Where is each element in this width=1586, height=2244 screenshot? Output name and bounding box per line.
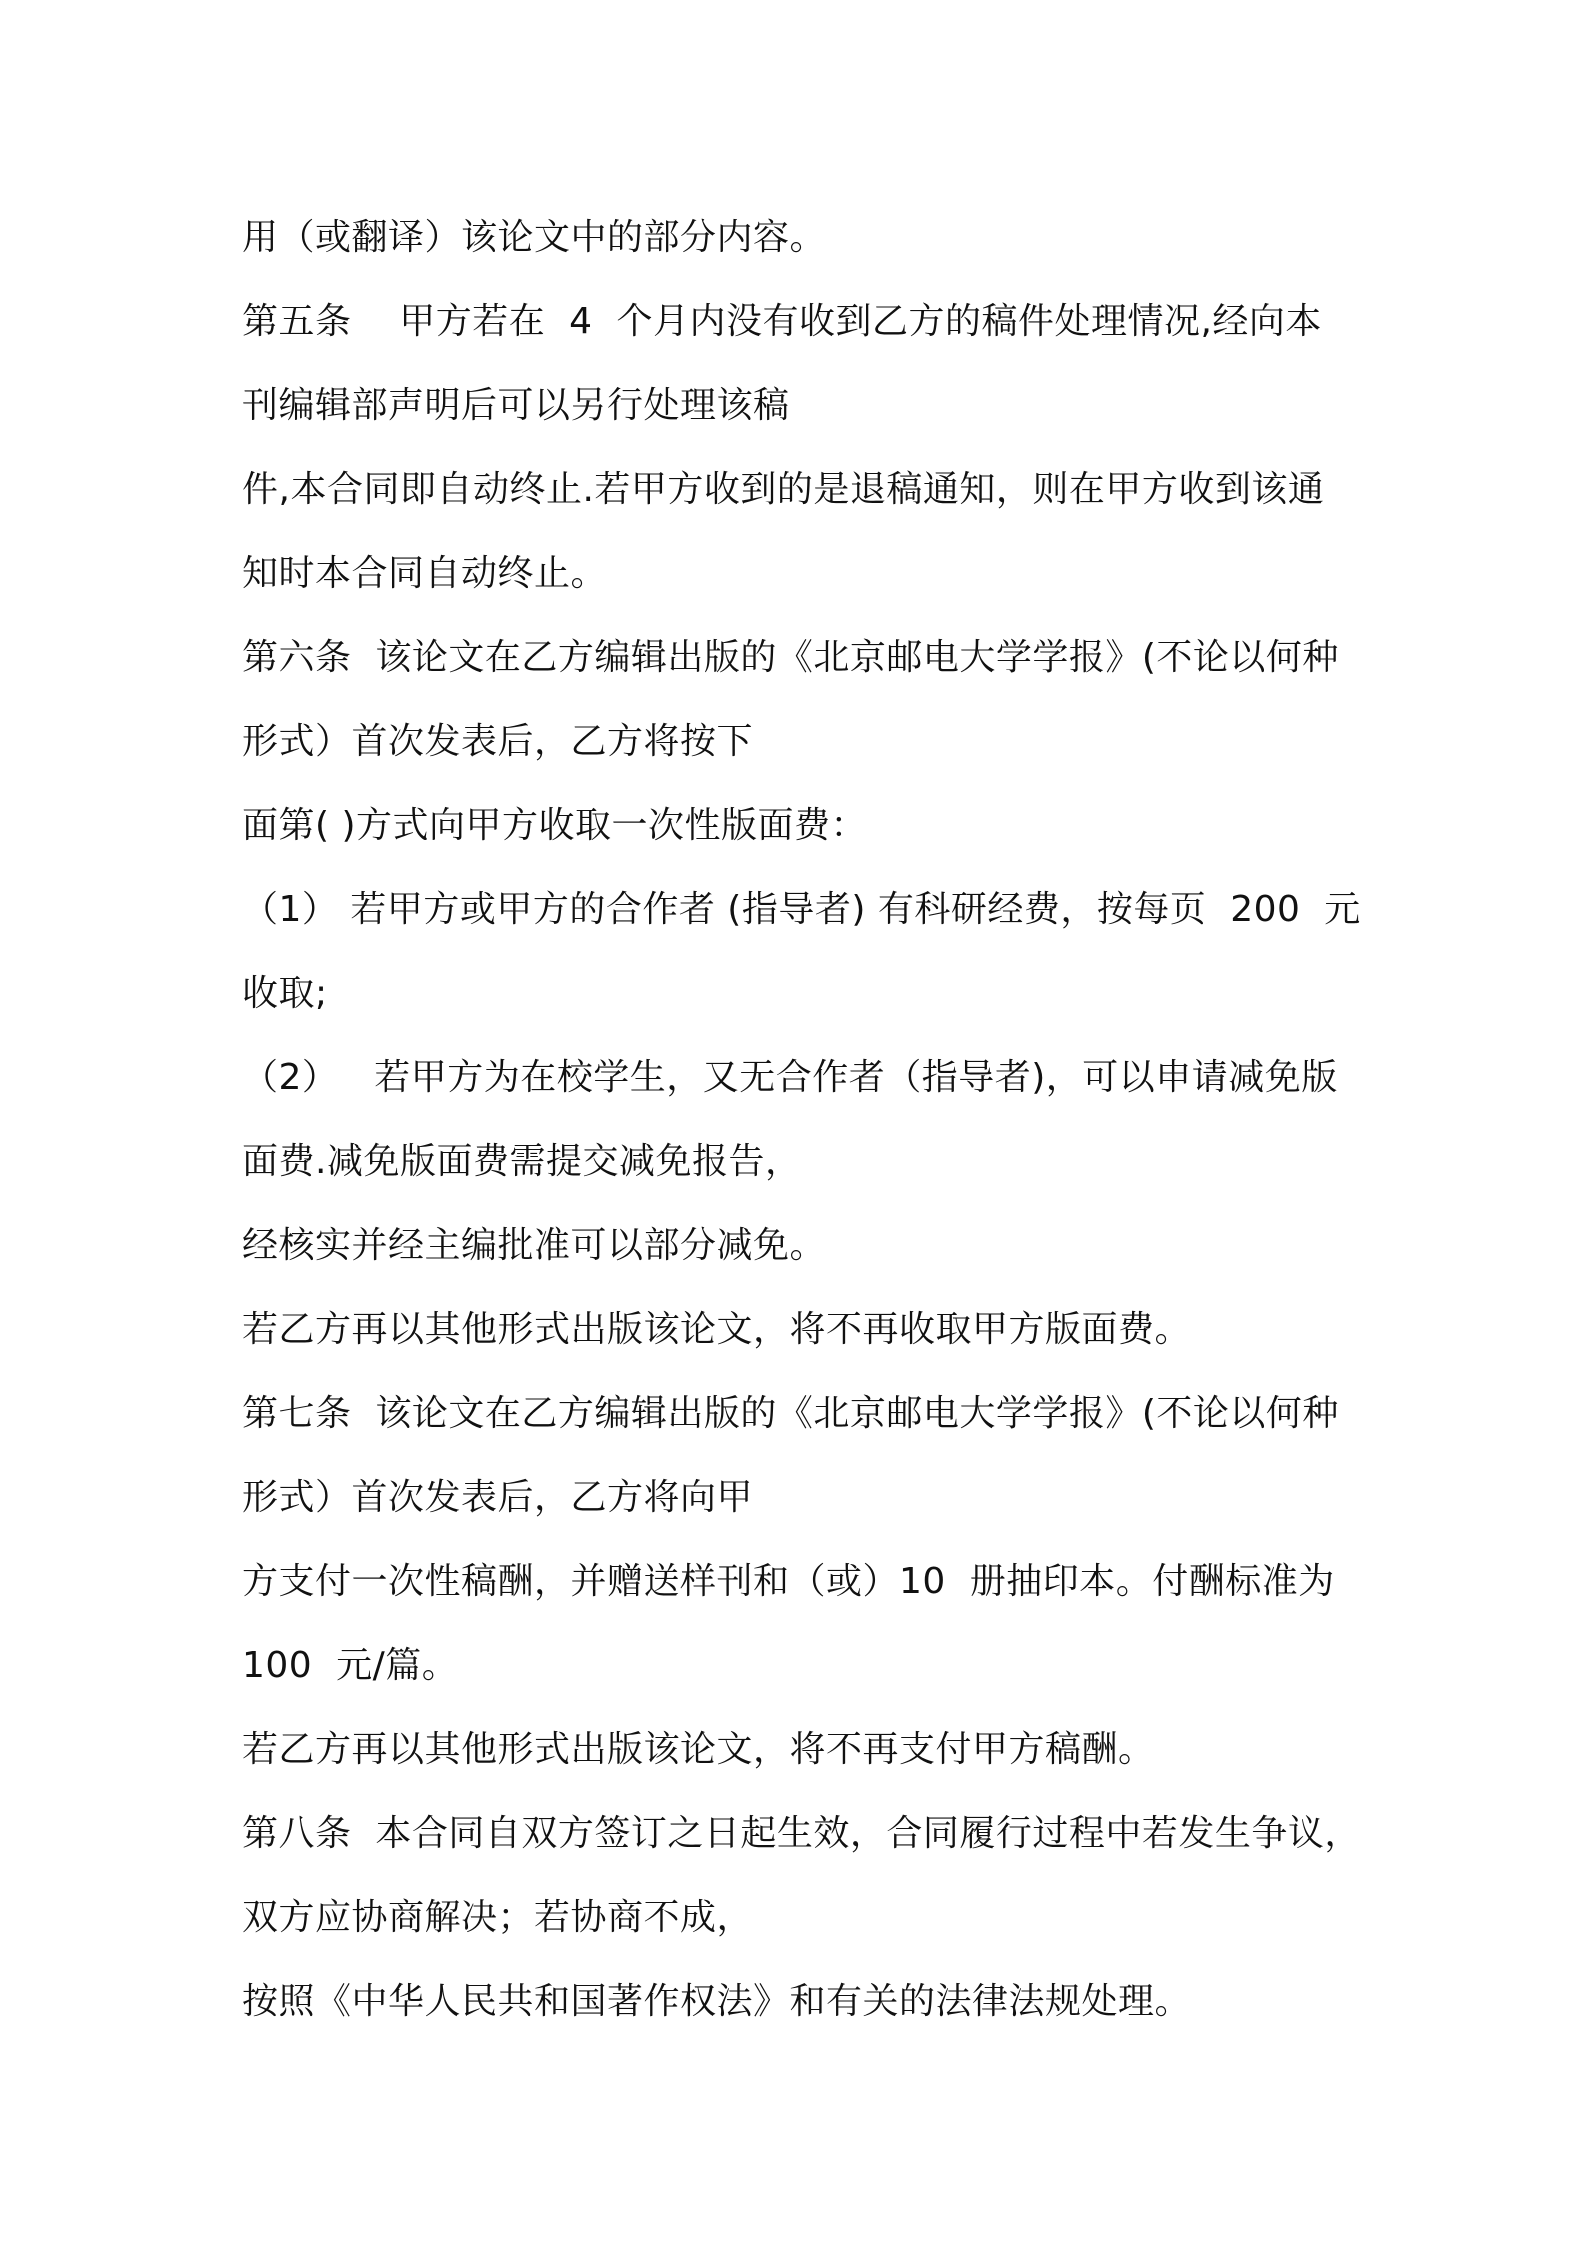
text-line: 件,本合同即自动终止.若甲方收到的是退稿通知，则在甲方收到该通	[242, 469, 1325, 510]
text-line: 按照《中华人民共和国著作权法》和有关的法律法规处理。	[242, 1981, 1192, 2022]
text-line: 100 元/篇。	[242, 1645, 459, 1686]
text-line: 若乙方再以其他形式出版该论文，将不再收取甲方版面费。	[242, 1309, 1192, 1350]
text-line: 方支付一次性稿酬，并赠送样刊和（或）10 册抽印本。付酬标准为	[242, 1561, 1335, 1602]
text-line: 若乙方再以其他形式出版该论文，将不再支付甲方稿酬。	[242, 1729, 1155, 1770]
text-line: 形式）首次发表后，乙方将向甲	[242, 1477, 754, 1518]
text-line: 收取;	[242, 973, 328, 1014]
text-line: 第七条 该论文在乙方编辑出版的《北京邮电大学学报》(不论以何种	[242, 1393, 1339, 1434]
text-line: 刊编辑部声明后可以另行处理该稿	[242, 385, 790, 426]
text-line: 面费.减免版面费需提交减免报告，	[242, 1141, 802, 1182]
text-line: （2） 若甲方为在校学生，又无合作者（指导者)，可以申请减免版	[242, 1057, 1338, 1098]
text-line: 知时本合同自动终止。	[242, 553, 608, 594]
text-line: 经核实并经主编批准可以部分减免。	[242, 1225, 827, 1266]
text-line: 第六条 该论文在乙方编辑出版的《北京邮电大学学报》(不论以何种	[242, 637, 1339, 678]
text-line: 用（或翻译）该论文中的部分内容。	[242, 217, 827, 258]
text-line: 形式）首次发表后，乙方将按下	[242, 721, 754, 762]
text-line: 第八条 本合同自双方签订之日起生效，合同履行过程中若发生争议，	[242, 1813, 1361, 1854]
text-line: 双方应协商解决；若协商不成，	[242, 1897, 754, 1938]
contract-text	[242, 196, 1362, 2044]
text-line: 第五条 甲方若在 4 个月内没有收到乙方的稿件处理情况,经向本	[242, 301, 1322, 342]
text-line: （1） 若甲方或甲方的合作者 (指导者) 有科研经费，按每页 200 元	[242, 889, 1361, 930]
text-line: 面第( )方式向甲方收取一次性版面费：	[242, 805, 868, 846]
